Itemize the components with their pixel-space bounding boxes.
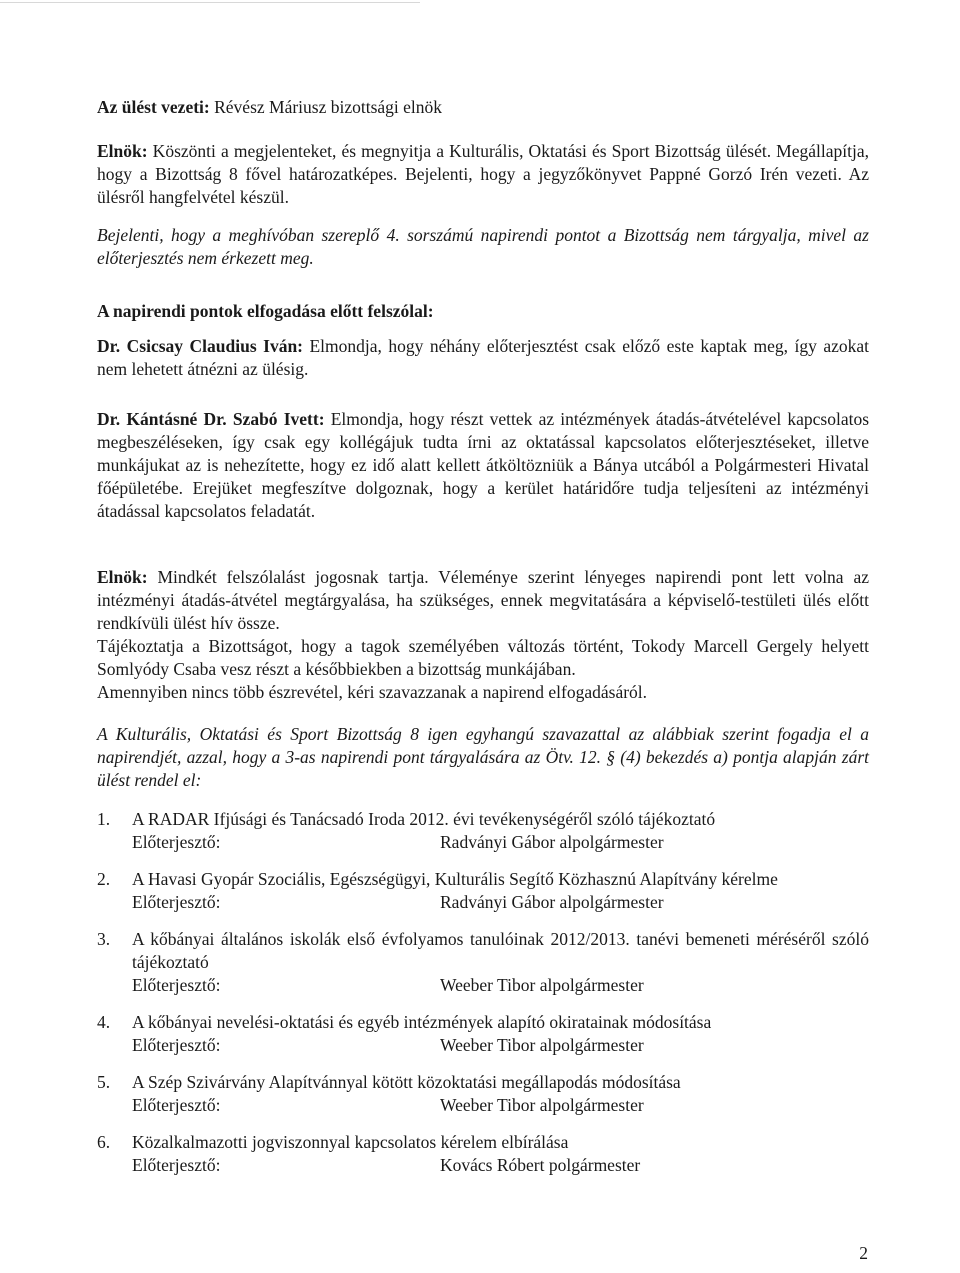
agenda-item-number: 6. xyxy=(97,1132,111,1152)
agenda-item-number: 3. xyxy=(97,929,111,949)
speech-kantasne xyxy=(97,408,869,523)
agenda-item-title: Közalkalmazotti jogviszonnyal kapcsolatos kérelem elbírálása xyxy=(132,1132,569,1152)
agenda-item xyxy=(97,808,869,854)
agenda-list xyxy=(97,808,869,1177)
agenda-item xyxy=(97,928,869,997)
presenter-label: Előterjesztő: xyxy=(132,975,221,995)
presenter-name: Weeber Tibor alpolgármester xyxy=(440,975,644,995)
speech-elnok-text: Mindkét felszólalást jogosnak tartja. Véleménye szerint lényeges napirendi pont lett volna az intézményi átadás-átvétel megtárgyalása, ha szükséges, ennek megvitatására a képviselő-testületi ülés előtt rendkívüli ülést hív össze. xyxy=(97,567,869,633)
agenda-item-body xyxy=(132,868,869,914)
chair-label: Az ülést vezeti: xyxy=(97,97,210,117)
member-change-paragraph: Tájékoztatja a Bizottságot, hogy a tagok személyében változás történt, Tokody Marcell Gergely helyett Somlyódy Csaba vesz részt a későbbiekben a bizottság munkájában. xyxy=(97,636,869,679)
agenda-item xyxy=(97,868,869,914)
agenda-item-body xyxy=(132,808,869,854)
presenter-label: Előterjesztő: xyxy=(132,1095,221,1115)
speaker-csicsay: Dr. Csicsay Claudius Iván: xyxy=(97,336,303,356)
agenda-item-number: 5. xyxy=(97,1072,111,1092)
document-page xyxy=(97,96,869,1191)
presenter-label: Előterjesztő: xyxy=(132,892,221,912)
speech-csicsay xyxy=(97,335,869,381)
scan-top-line xyxy=(0,2,420,3)
agenda-item-body xyxy=(132,1131,869,1177)
agenda-item-presenter-row xyxy=(132,831,869,854)
announcement-paragraph: Bejelenti, hogy a meghívóban szereplő 4. sorszámú napirendi pontot a Bizottság nem tárgyalja, mivel az előterjesztés nem érkezett meg. xyxy=(97,225,869,268)
speech-csicsay-text: Elmondja, hogy néhány előterjesztést csak előző este kaptak meg, így azokat nem lehetett átnézni az ülésig. xyxy=(97,336,869,379)
presenter-name: Weeber Tibor alpolgármester xyxy=(440,1095,644,1115)
chair-text: Révész Máriusz bizottsági elnök xyxy=(209,97,443,117)
agenda-item-presenter-row xyxy=(132,974,869,997)
agenda-item-presenter-row xyxy=(132,1094,869,1117)
presenter-label: Előterjesztő: xyxy=(132,1035,221,1055)
agenda-item-number: 4. xyxy=(97,1012,111,1032)
speech-kantasne-text: Elmondja, hogy részt vettek az intézmények átadás-átvételével kapcsolatos megbeszéléseken, így csak egy kollégájuk tudta írni az oktatással kapcsolatos előterjesztéseket, illetve munkájukat az is nehezítette, hogy ez idő alatt kellett átköltözniük a Bánya utcából a Polgármesteri Hivatal főépületébe. Erejüket megfeszítve dolgoznak, hogy a kerület határidőre tudja teljesíteni az intézményi átadással kapcsolatos feladatát. xyxy=(97,409,870,521)
agenda-item-number: 2. xyxy=(97,869,111,889)
agenda-item-title: A Szép Szivárvány Alapítvánnyal kötött közoktatási megállapodás módosítása xyxy=(132,1072,681,1092)
agenda-item xyxy=(97,1071,869,1117)
speaker-elnok: Elnök: xyxy=(97,141,148,161)
presenter-name: Weeber Tibor alpolgármester xyxy=(440,1035,644,1055)
agenda-item xyxy=(97,1011,869,1057)
section-heading: A napirendi pontok elfogadása előtt felszólal: xyxy=(97,301,434,321)
agenda-item-body xyxy=(132,928,869,997)
agenda-item-title: A kőbányai általános iskolák első évfolyamos tanulóinak 2012/2013. tanévi bemeneti méréséről szóló tájékoztató xyxy=(132,929,869,972)
agenda-item-presenter-row xyxy=(132,891,869,914)
agenda-item-number: 1. xyxy=(97,809,111,829)
chair-line xyxy=(97,96,869,119)
agenda-item-body xyxy=(132,1011,869,1057)
agenda-item-title: A RADAR Ifjúsági és Tanácsadó Iroda 2012. évi tevékenységéről szóló tájékoztató xyxy=(132,809,716,829)
speaker-kantasne: Dr. Kántásné Dr. Szabó Ivett: xyxy=(97,409,325,429)
presenter-name: Kovács Róbert polgármester xyxy=(440,1155,641,1175)
presenter-label: Előterjesztő: xyxy=(132,832,221,852)
agenda-item-body xyxy=(132,1071,869,1117)
presenter-label: Előterjesztő: xyxy=(132,1155,221,1175)
agenda-item-title: A kőbányai nevelési-oktatási és egyéb intézmények alapító okiratainak módosítása xyxy=(132,1012,712,1032)
opening-text: Köszönti a megjelenteket, és megnyitja a Kulturális, Oktatási és Sport Bizottság ülését. Megállapítja, hogy a Bizottság 8 fővel határozatképes. Bejelenti, hogy a jegyzőkönyvet Pappné Gorzó Irén vezeti. Az ülésről hangfelvétel készül. xyxy=(97,141,869,207)
decision-paragraph: A Kulturális, Oktatási és Sport Bizottság 8 igen egyhangú szavazattal az alábbiak szerint fogadja el a napirendjét, azzal, hogy a 3-as napirendi pont tárgyalására az Ötv. 12. § (4) bekezdés a) pontja alapján zárt ülést rendel el: xyxy=(97,724,869,790)
vote-request-paragraph: Amennyiben nincs több észrevétel, kéri szavazzanak a napirend elfogadásáról. xyxy=(97,682,648,702)
speech-elnok xyxy=(97,566,869,635)
agenda-item-title: A Havasi Gyopár Szociális, Egészségügyi, Kulturális Segítő Közhasznú Alapítvány kérelme xyxy=(132,869,778,889)
speaker-elnok-2: Elnök: xyxy=(97,567,148,587)
agenda-item xyxy=(97,1131,869,1177)
presenter-name: Radványi Gábor alpolgármester xyxy=(440,832,664,852)
agenda-item-presenter-row xyxy=(132,1034,869,1057)
opening-paragraph xyxy=(97,140,869,209)
agenda-item-presenter-row xyxy=(132,1154,869,1177)
page-number: 2 xyxy=(859,1243,868,1263)
presenter-name: Radványi Gábor alpolgármester xyxy=(440,892,664,912)
